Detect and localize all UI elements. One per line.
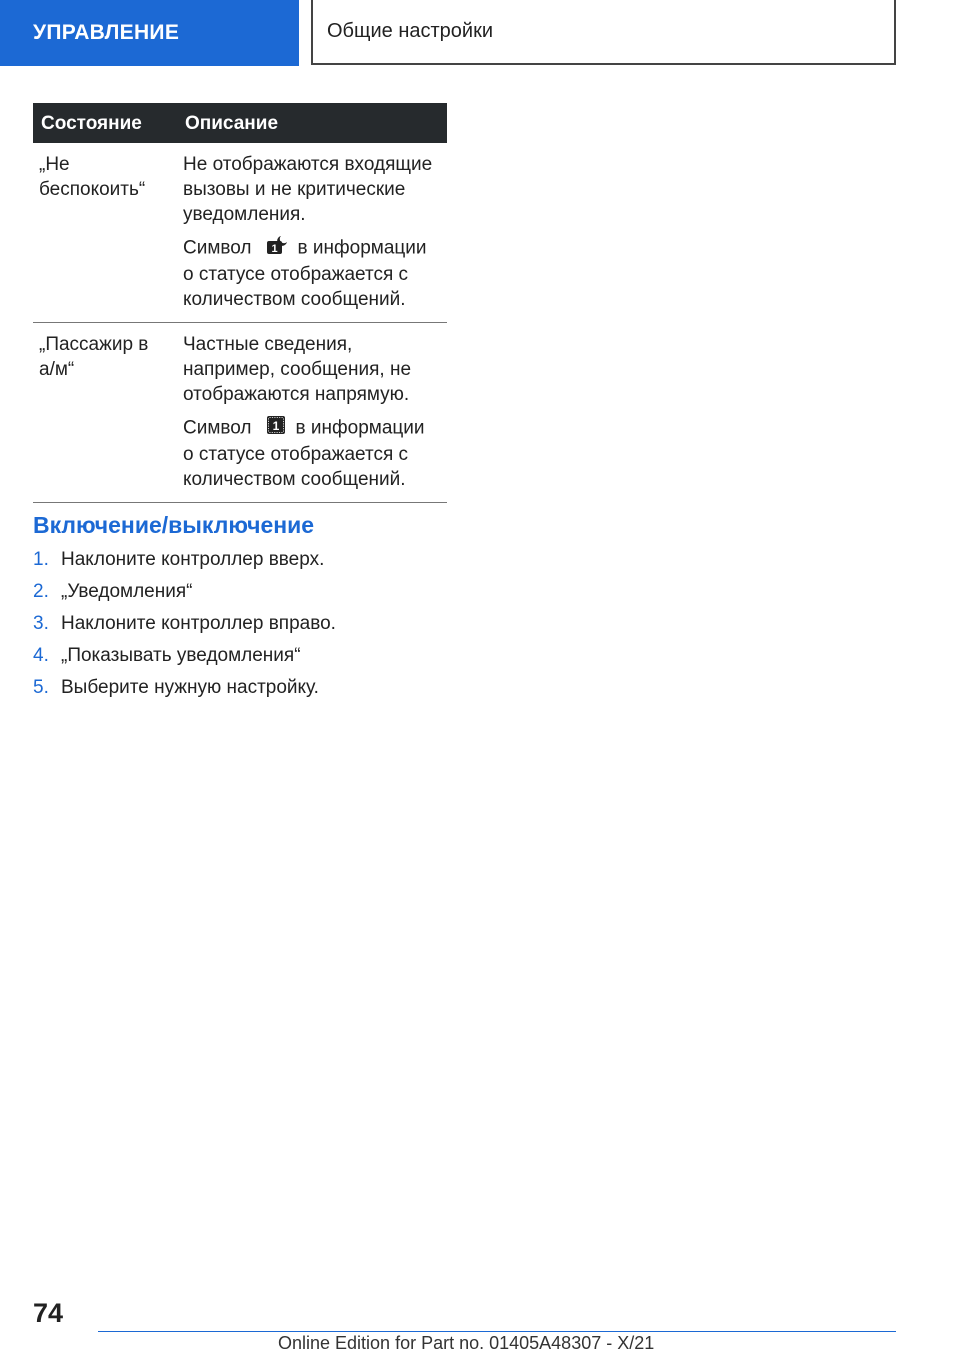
list-item (33, 674, 336, 706)
page-number: 74 (33, 1298, 64, 1328)
step-number: 4. (33, 645, 49, 666)
footer-edition: Online Edition for Part no. 01405A48307 - X/21 (278, 1333, 655, 1353)
table-row (33, 143, 447, 323)
state-table (33, 103, 447, 503)
description-text: Частные сведения, например, сообщения, не отображаются напрямую. (183, 334, 412, 405)
symbol-prefix: Символ (183, 237, 252, 259)
state-cell: „Не беспокоить“ (33, 143, 177, 323)
footer-divider (98, 1331, 896, 1332)
description-cell (177, 143, 447, 323)
step-text: „Показывать уведомления“ (61, 645, 301, 666)
table-row (33, 323, 447, 503)
description-cell (177, 323, 447, 503)
section-heading: Включение/выключение (33, 512, 315, 538)
state-cell: „Пассажир в а/м“ (33, 323, 177, 503)
description-text: Не отображаются входящие вызовы и не критические уведомления. (183, 154, 433, 225)
step-number: 2. (33, 581, 49, 602)
topic-title: Общие настройки (327, 20, 493, 42)
do-not-disturb-icon (266, 235, 288, 262)
symbol-prefix: Символ (183, 417, 252, 439)
svg-text:1: 1 (272, 419, 279, 433)
step-text: Наклоните контроллер вправо. (61, 613, 336, 634)
list-item (33, 578, 336, 610)
symbol-suffix: в информации о статусе отображается с количеством сообщений. (183, 417, 425, 490)
list-item (33, 546, 336, 578)
step-number: 5. (33, 677, 49, 698)
steps-list (33, 546, 336, 706)
table-header-row (33, 103, 447, 143)
list-item (33, 610, 336, 642)
list-item (33, 642, 336, 674)
column-header-description: Описание (177, 103, 447, 143)
step-number: 1. (33, 549, 49, 570)
step-text: Наклоните контроллер вверх. (61, 549, 325, 570)
symbol-suffix: в информации о статусе отображается с количеством сообщений. (183, 237, 427, 310)
symbol-note (183, 415, 439, 492)
step-text: „Уведомления“ (61, 581, 193, 602)
column-header-state: Состояние (33, 103, 177, 143)
passenger-icon (266, 415, 286, 442)
section-header (0, 0, 299, 66)
symbol-note (183, 235, 439, 312)
svg-text:1: 1 (270, 243, 278, 255)
step-text: Выберите нужную настройку. (61, 677, 319, 698)
step-number: 3. (33, 613, 49, 634)
section-title: УПРАВЛЕНИЕ (33, 21, 180, 44)
topic-header (311, 0, 896, 65)
